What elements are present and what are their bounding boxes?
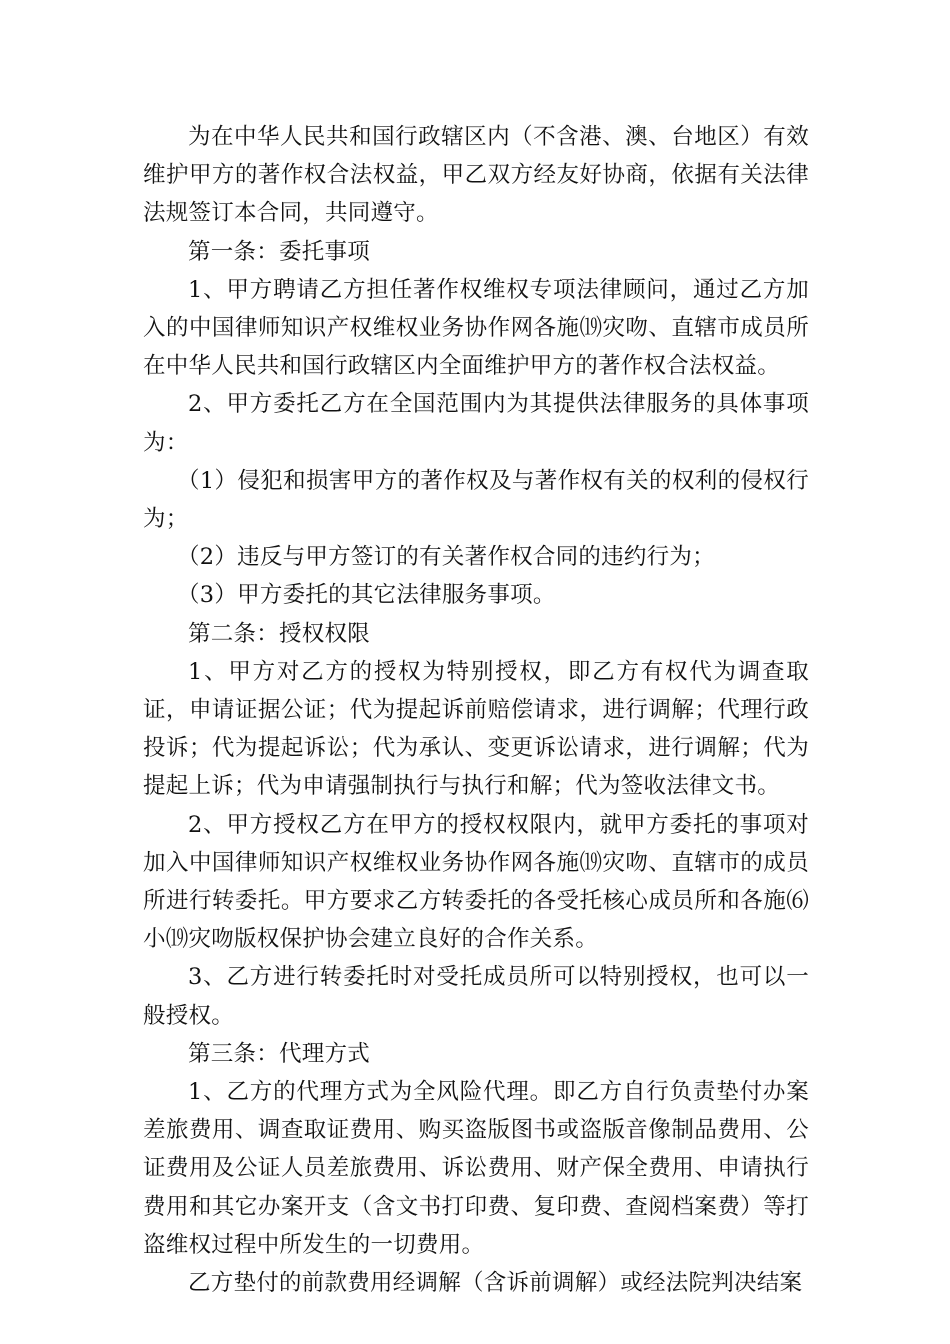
paragraph-article-2-clause-2: 2、甲方授权乙方在甲方的授权权限内，就甲方委托的事项对加入中国律师知识产权维权业务协作网各施⒆灾吻、直辖市的成员所进行转委托。甲方要求乙方转委托的各受托核心成员所和各施⑹小⒆灾吻版权保护协会建立良好的合作关系。	[143, 811, 809, 953]
paragraph-intro: 为在中华人民共和国行政辖区内（不含港、澳、台地区）有效维护甲方的著作权合法权益，甲乙双方经友好协商，依据有关法律法规签订本合同，共同遵守。	[143, 124, 809, 227]
article-1-heading: 第一条：委托事项	[188, 238, 371, 265]
paragraph-article-1-item-2: （2）违反与甲方签订的有关著作权合同的违约行为；	[177, 544, 715, 571]
paragraph-article-2-clause-1: 1、甲方对乙方的授权为特别授权，即乙方有权代为调查取证，申请证据公证；代为提起诉前赔偿请求，进行调解；代理行政投诉；代为提起诉讼；代为承认、变更诉讼请求，进行调解；代为提起上诉；代为申请强制执行与执行和解；代为签收法律文书。	[143, 658, 809, 800]
paragraph-article-1-clause-2: 2、甲方委托乙方在全国范围内为其提供法律服务的具体事项为：	[143, 391, 809, 456]
paragraph-article-2-clause-3: 3、乙方进行转委托时对受托成员所可以特别授权，也可以一般授权。	[143, 964, 809, 1029]
paragraph-article-3-clause-1: 1、乙方的代理方式为全风险代理。即乙方自行负责垫付办案差旅费用、调查取证费用、购买盗版图书或盗版音像制品费用、公证费用及公证人员差旅费用、诉讼费用、财产保全费用、申请执行费用和其它办案开支（含文书打印费、复印费、查阅档案费）等打盗维权过程中所发生的一切费用。	[143, 1079, 809, 1258]
paragraph-article-1-clause-1: 1、甲方聘请乙方担任著作权维权专项法律顾问，通过乙方加入的中国律师知识产权维权业务协作网各施⒆灾吻、直辖市成员所在中华人民共和国行政辖区内全面维护甲方的著作权合法权益。	[143, 276, 809, 380]
paragraph-article-1-item-3: （3）甲方委托的其它法律服务事项。	[177, 582, 556, 609]
article-2-heading: 第二条：授权权限	[188, 620, 371, 647]
paragraph-article-3-continuation: 乙方垫付的前款费用经调解（含诉前调解）或经法院判决结案	[188, 1270, 803, 1297]
document-body	[143, 118, 809, 1302]
paragraph-article-1-item-1: （1）侵犯和损害甲方的著作权及与著作权有关的权利的侵权行为；	[143, 467, 809, 533]
article-3-heading: 第三条：代理方式	[188, 1040, 371, 1067]
